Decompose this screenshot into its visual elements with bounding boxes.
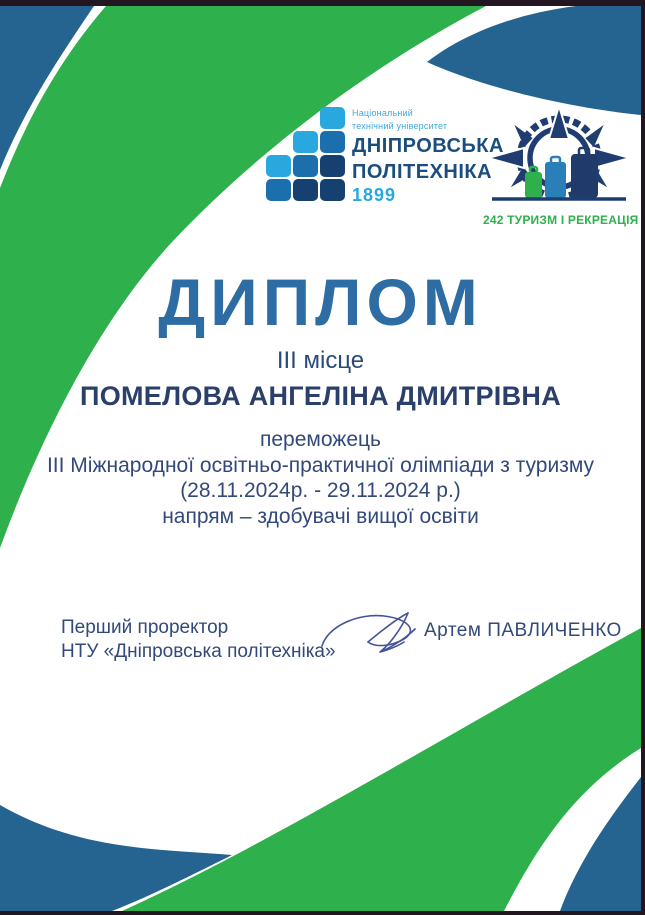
program-caption: 242 ТУРИЗМ І РЕКРЕАЦІЯ: [483, 213, 639, 227]
logo-square: [266, 155, 291, 177]
award-line-event: ІІІ Міжнародної освітньо-практичної олімпіади з туризму: [46, 453, 595, 477]
signer-name: Артем ПАВЛИЧЕНКО: [424, 620, 622, 641]
award-description: [0, 427, 641, 529]
award-line-dates: (28.11.2024р. - 29.11.2024 р.): [180, 479, 461, 502]
logo-square: [266, 179, 291, 201]
place-label: ІІІ місце: [276, 347, 365, 374]
university-name-line2: ПОЛІТЕХНІКА: [352, 161, 493, 183]
signer-role: [61, 616, 336, 664]
logo-square: [293, 179, 318, 201]
compass-icon: [483, 106, 635, 206]
signature-icon: [318, 606, 438, 664]
diploma-title: ДИПЛОМ: [158, 265, 483, 339]
logo-square: [293, 155, 318, 177]
university-type-line1: Національний: [352, 108, 414, 118]
university-type-line2: технічний університет: [352, 121, 448, 131]
recipient-name: ПОМЕЛОВА АНГЕЛІНА ДМИТРІВНА: [80, 381, 561, 411]
signer-role-line2: НТУ «Дніпровська політехніка»: [61, 641, 336, 662]
certificate: [0, 6, 641, 911]
award-line-winner: переможець: [260, 428, 381, 451]
logo-square: [320, 131, 345, 153]
suitcases-icon: [525, 148, 598, 198]
program-logo: [483, 106, 639, 227]
logo-square: [320, 179, 345, 201]
logo-squares: [266, 107, 345, 201]
university-name-line1: ДНІПРОВСЬКА: [352, 135, 504, 157]
award-line-track: напрям – здобувачі вищої освіти: [162, 504, 479, 528]
university-logo-text: [352, 105, 504, 204]
logo-square: [320, 155, 345, 177]
university-logo: [266, 105, 504, 204]
university-founding-year: 1899: [352, 185, 397, 205]
logo-square: [293, 131, 318, 153]
logo-square: [320, 107, 345, 129]
decor-top-right-blue-swoosh: [427, 6, 641, 115]
signer-role-line1: Перший проректор: [61, 617, 229, 638]
